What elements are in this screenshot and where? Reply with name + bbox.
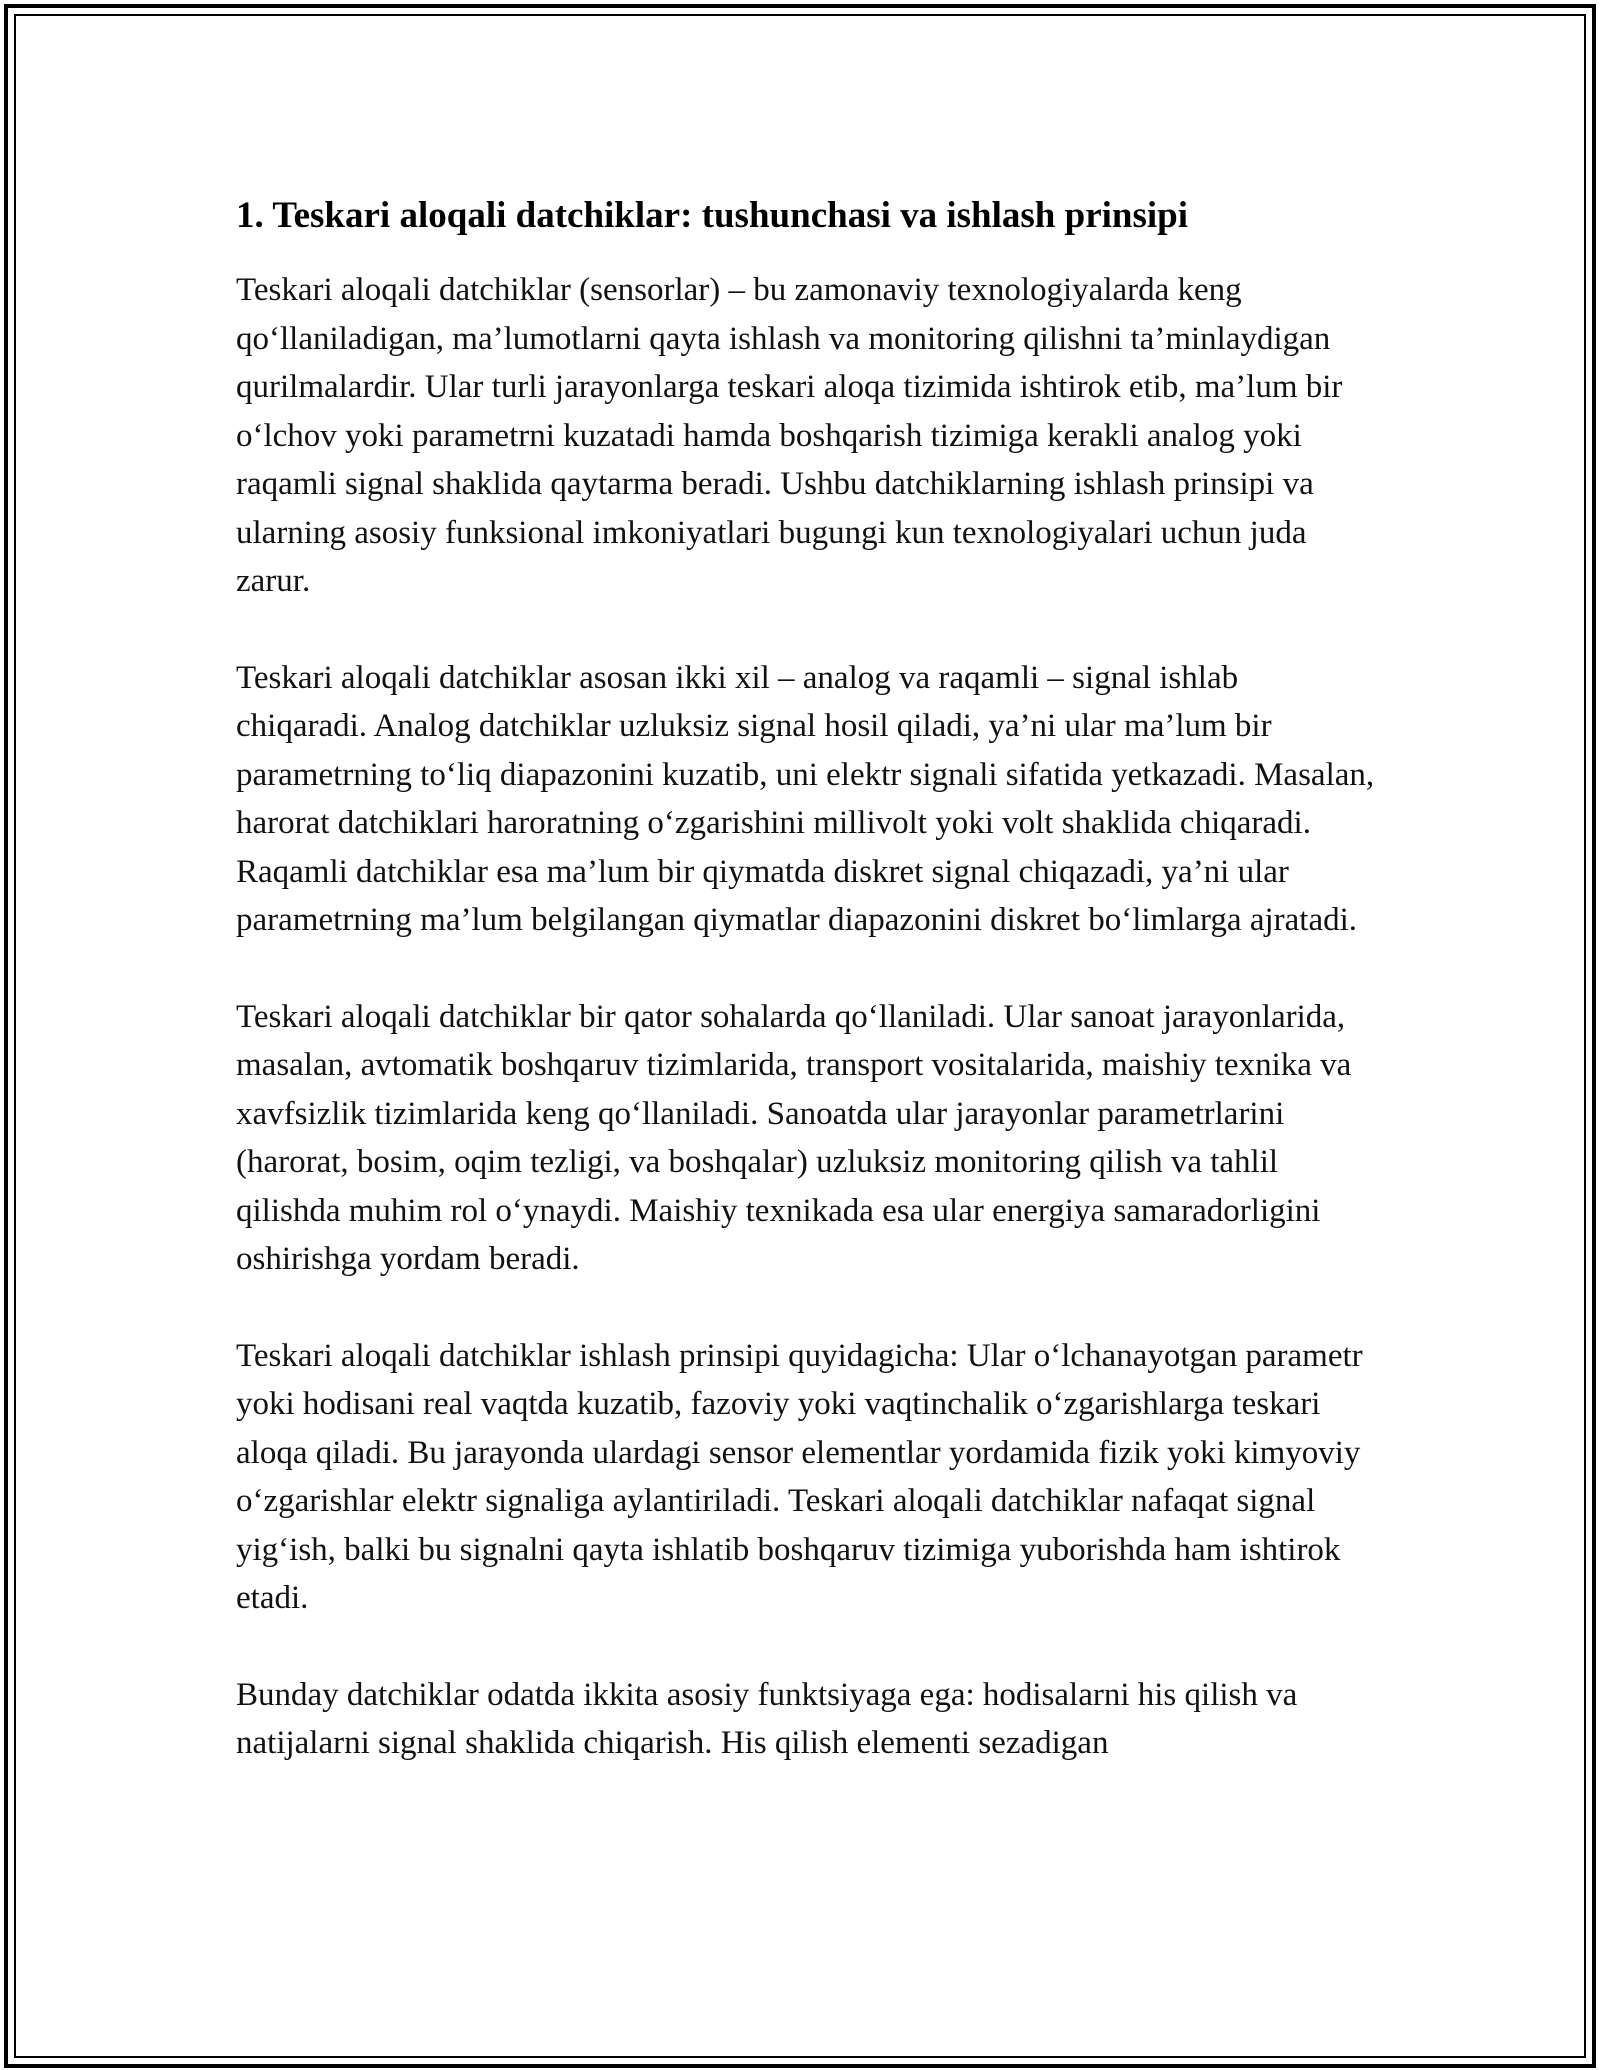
paragraph-working-principle: Teskari aloqali datchiklar ishlash prinsipi quyidagicha: Ular o‘lchanayotgan parametr yoki hodisani real vaqtda kuzatib, fazoviy yoki vaqtinchalik o‘zgarishlarga teskari aloqa qiladi. Bu jarayonda ulardagi sensor elementlar yordamida fizik yoki kimyoviy o‘zgarishlar elektr signaliga aylantiriladi. Teskari aloqali datchiklar nafaqat signal yig‘ish, balki bu signalni qayta ishlatib boshqaruv tizimiga yuborishda ham ishtirok etadi. [236, 1337, 1363, 1616]
paragraph-intro: Teskari aloqali datchiklar (sensorlar) – bu zamonaviy texnologiyalarda keng qo‘llaniladigan, ma’lumotlarni qayta ishlash va monitoring qilishni ta’minlaydigan qurilmalardir. Ular turli jarayonlarga teskari aloqa tizimida ishtirok etib, ma’lum bir o‘lchov yoki parametrni kuzatadi hamda boshqarish tizimiga kerakli analog yoki raqamli signal shaklida qaytarma beradi. Ushbu datchiklarning ishlash prinsipi va ularning asosiy funksional imkoniyatlari bugungi kun texnologiyalari uchun juda zarur. [236, 272, 1343, 599]
section-heading: 1. Teskari aloqali datchiklar: tushunchasi va ishlash prinsipi [236, 195, 1189, 236]
paragraph-applications: Teskari aloqali datchiklar bir qator sohalarda qo‘llaniladi. Ular sanoat jarayonlarida, masalan, avtomatik boshqaruv tizimlarida, transport vositalarida, maishiy texnika va xavfsizlik tizimlarida keng qo‘llaniladi. Sanoatda ular jarayonlar parametrlarini (harorat, bosim, oqim tezligi, va boshqalar) uzluksiz monitoring qilish va tahlil qilishda muhim rol o‘ynaydi. Maishiy texnikada esa ular energiya samaradorligini oshirishga yordam beradi. [236, 998, 1352, 1277]
paragraph-functions: Bunday datchiklar odatda ikkita asosiy funktsiyaga ega: hodisalarni his qilish va natijalarni signal shaklida chiqarish. His qilish elementi sezadigan [236, 1676, 1298, 1761]
paragraph-signal-types: Teskari aloqali datchiklar asosan ikki xil – analog va raqamli – signal ishlab chiqaradi. Analog datchiklar uzluksiz signal hosil qiladi, ya’ni ular ma’lum bir parametrning to‘liq diapazonini kuzatib, uni elektr signali sifatida yetkazadi. Masalan, harorat datchiklari haroratning o‘zgarishini millivolt yoki volt shaklida chiqaradi. Raqamli datchiklar esa ma’lum bir qiymatda diskret signal chiqazadi, ya’ni ular parametrning ma’lum belgilangan qiymatlar diapazonini diskret bo‘limlarga ajratadi. [236, 659, 1375, 938]
document-body [236, 188, 1376, 1816]
